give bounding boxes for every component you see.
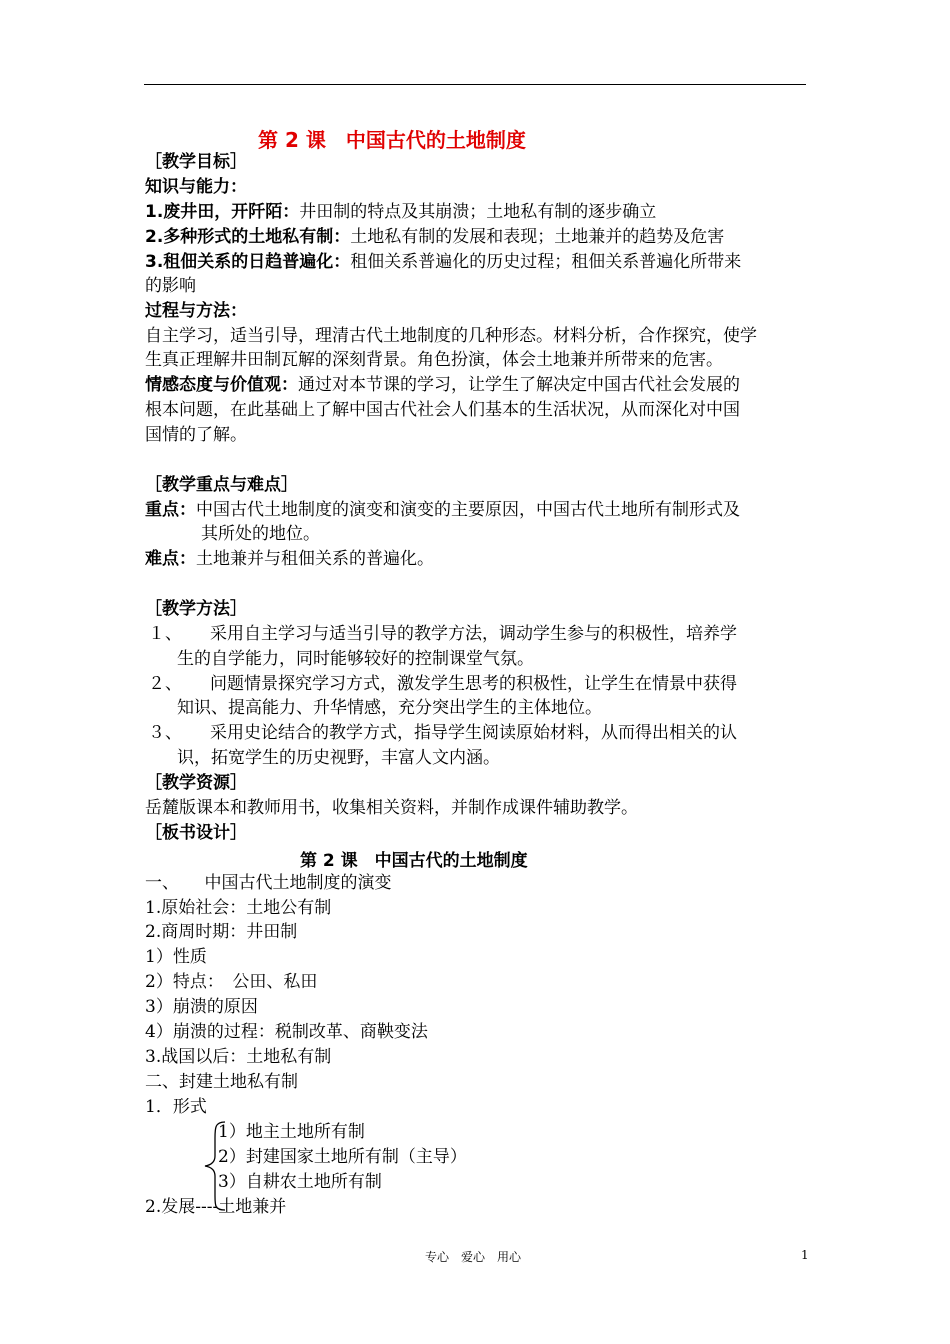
board-line: 3.战国以后：土地私有制 [145, 1047, 332, 1067]
objective-item: 1.废井田，开阡陌：井田制的特点及其崩溃；土地私有制的逐步确立 [145, 202, 657, 222]
emotion-paragraph: 情感态度与价值观：通过对本节课的学习，让学生了解决定中国古代社会发展的 [145, 375, 740, 395]
emotion-text: 根本问题，在此基础上了解中国古代社会人们基本的生活状况，从而深化对中国 [145, 400, 740, 420]
board-line: 二、封建土地私有制 [145, 1072, 298, 1092]
section-header-board: ［板书设计］ [145, 823, 247, 843]
knowledge-label: 知识与能力： [145, 177, 247, 197]
board-line: 1.原始社会：土地公有制 [145, 898, 332, 918]
board-line: 4）崩溃的过程：税制改革、商鞅变法 [145, 1022, 428, 1042]
method-item-cont: 生的自学能力，同时能够较好的控制课堂气氛。 [177, 649, 534, 669]
board-line: 2.商周时期：井田制 [145, 922, 298, 942]
board-line: 3）崩溃的原因 [145, 997, 258, 1017]
section-header-objectives: ［教学目标］ [145, 152, 247, 172]
method-item: ３、 采用史论结合的教学方式，指导学生阅读原始材料，从而得出相关的认 [148, 723, 737, 743]
objective-item: 3.租佃关系的日趋普遍化：租佃关系普遍化的历史过程；租佃关系普遍化所带来 [145, 252, 742, 272]
form-item: 1）地主土地所有制 [218, 1122, 365, 1142]
form-item: 3）自耕农土地所有制 [218, 1172, 382, 1192]
page-title: 第 2 课 中国古代的土地制度 [258, 128, 526, 152]
emotion-text: 国情的了解。 [145, 425, 247, 445]
difficulty-paragraph: 难点：土地兼并与租佃关系的普遍化。 [145, 549, 434, 569]
board-line: 2.发展----土地兼并 [145, 1197, 287, 1217]
form-item: 2）封建国家土地所有制（主导） [218, 1147, 467, 1167]
process-text: 自主学习，适当引导，理清古代土地制度的几种形态。材料分析，合作探究，使学 [145, 326, 757, 346]
section-header-methods: ［教学方法］ [145, 599, 247, 619]
objective-item: 2.多种形式的土地私有制：土地私有制的发展和表现；土地兼并的趋势及危害 [145, 227, 725, 247]
focus-text: 其所处的地位。 [201, 524, 320, 544]
footer-motto: 专心 爱心 用心 [425, 1250, 522, 1264]
resources-text: 岳麓版课本和教师用书，收集相关资料，并制作成课件辅助教学。 [145, 798, 638, 818]
board-line: 1）性质 [145, 947, 207, 967]
page-number: 1 [801, 1248, 809, 1262]
board-line: 1．形式 [145, 1097, 207, 1117]
process-text: 生真正理解井田制瓦解的深刻背景。角色扮演，体会土地兼并所带来的危害。 [145, 350, 723, 370]
focus-paragraph: 重点：中国古代土地制度的演变和演变的主要原因，中国古代土地所有制形式及 [145, 500, 740, 520]
process-label: 过程与方法： [145, 301, 247, 321]
section-header-key-points: ［教学重点与难点］ [145, 475, 298, 495]
method-item-cont: 识，拓宽学生的历史视野，丰富人文内涵。 [177, 748, 500, 768]
section-header-resources: ［教学资源］ [145, 773, 247, 793]
board-line: 2）特点： 公田、私田 [145, 972, 318, 992]
method-item-cont: 知识、提高能力、升华情感，充分突出学生的主体地位。 [177, 698, 602, 718]
board-line: 一、 中国古代土地制度的演变 [145, 873, 392, 893]
objective-item-cont: 的影响 [145, 276, 196, 296]
method-item: １、 采用自主学习与适当引导的教学方法，调动学生参与的积极性，培养学 [148, 624, 737, 644]
header-rule [144, 84, 806, 85]
method-item: ２、 问题情景探究学习方式，激发学生思考的积极性，让学生在情景中获得 [148, 674, 737, 694]
board-subtitle: 第 2 课 中国古代的土地制度 [300, 851, 528, 871]
